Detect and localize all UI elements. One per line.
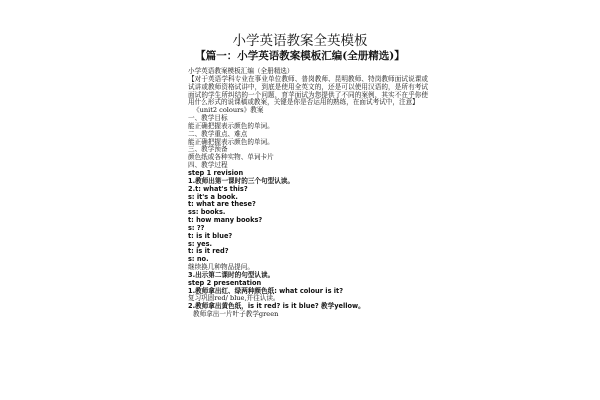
body-line: 能正确把握表示颜色的单词。 [188,121,274,130]
dialogue-line: t: is it blue? [188,231,233,240]
dialogue-line: s: yes. [188,239,213,248]
document-subtitle: 【篇一：小学英语教案模板汇编(全册精选)】 [195,50,405,62]
body-line-heading: 小学英语教案模板汇编（全册精选） [188,67,294,75]
body-line: 1.教师出第一课时的三个句型认读。 [188,176,294,185]
body-line: 教师拿出一片叶子教学green [193,310,279,319]
section-heading: 三、教学预备 [188,145,228,154]
body-line: 继续换几种物品提问。 [188,263,254,272]
lesson-title: 《unit2 colours》教案 [193,106,264,115]
body-line: 3.出示第二课时的句型认读。 [188,270,275,279]
step-heading: step 1 revision [188,168,244,177]
body-line: 颜色纸或各种实物、单词卡片 [188,153,274,162]
dialogue-line: s: ?? [188,223,205,232]
dialogue-line: t: how many books? [188,216,263,225]
document-body [188,68,428,319]
body-line: 复习巩固red/ blue,并往认读。 [188,294,280,303]
section-heading: 四、教学过程 [188,161,228,170]
dialogue-line: t: is it red? [188,247,229,256]
body-line: 1.教师拿出红、绿两种颜色纸: what colour is it? [188,286,344,295]
body-line: 能正确把握表示颜色的单词。 [188,137,274,146]
body-intro-paragraph: 【对于英语学科专业在事业单位教师、普岗教师、昆明教师、特岗教师面试说课或试讲或教师资格试讲中，到底是使用全英文的，还是可以使用汉语的，是所有考试面试的学生所纠结的一个问题，育苹面试为您提供了不同的案例，其实不在乎你使用什么形式的说课稿或教案，关键是你是否运用的熟练，在面试考试中，注意】 [188,74,428,107]
document-title: 小学英语教案全英模板 [232,33,368,49]
dialogue-line: s: it's a book. [188,192,238,201]
dialogue-line: t: what are these? [188,200,256,209]
step-heading: step 2 presentation [188,278,262,287]
section-heading: 一、教学目标 [188,114,228,123]
dialogue-line: 2.t: what's this? [188,184,248,193]
body-line: 2.教师拿出黄色纸，is it red? is it blue? 教学yellow。 [188,302,365,311]
dialogue-line: s: no. [188,255,209,264]
section-heading: 二、教学重点、难点 [188,129,248,138]
dialogue-line: ss: books. [188,208,226,217]
